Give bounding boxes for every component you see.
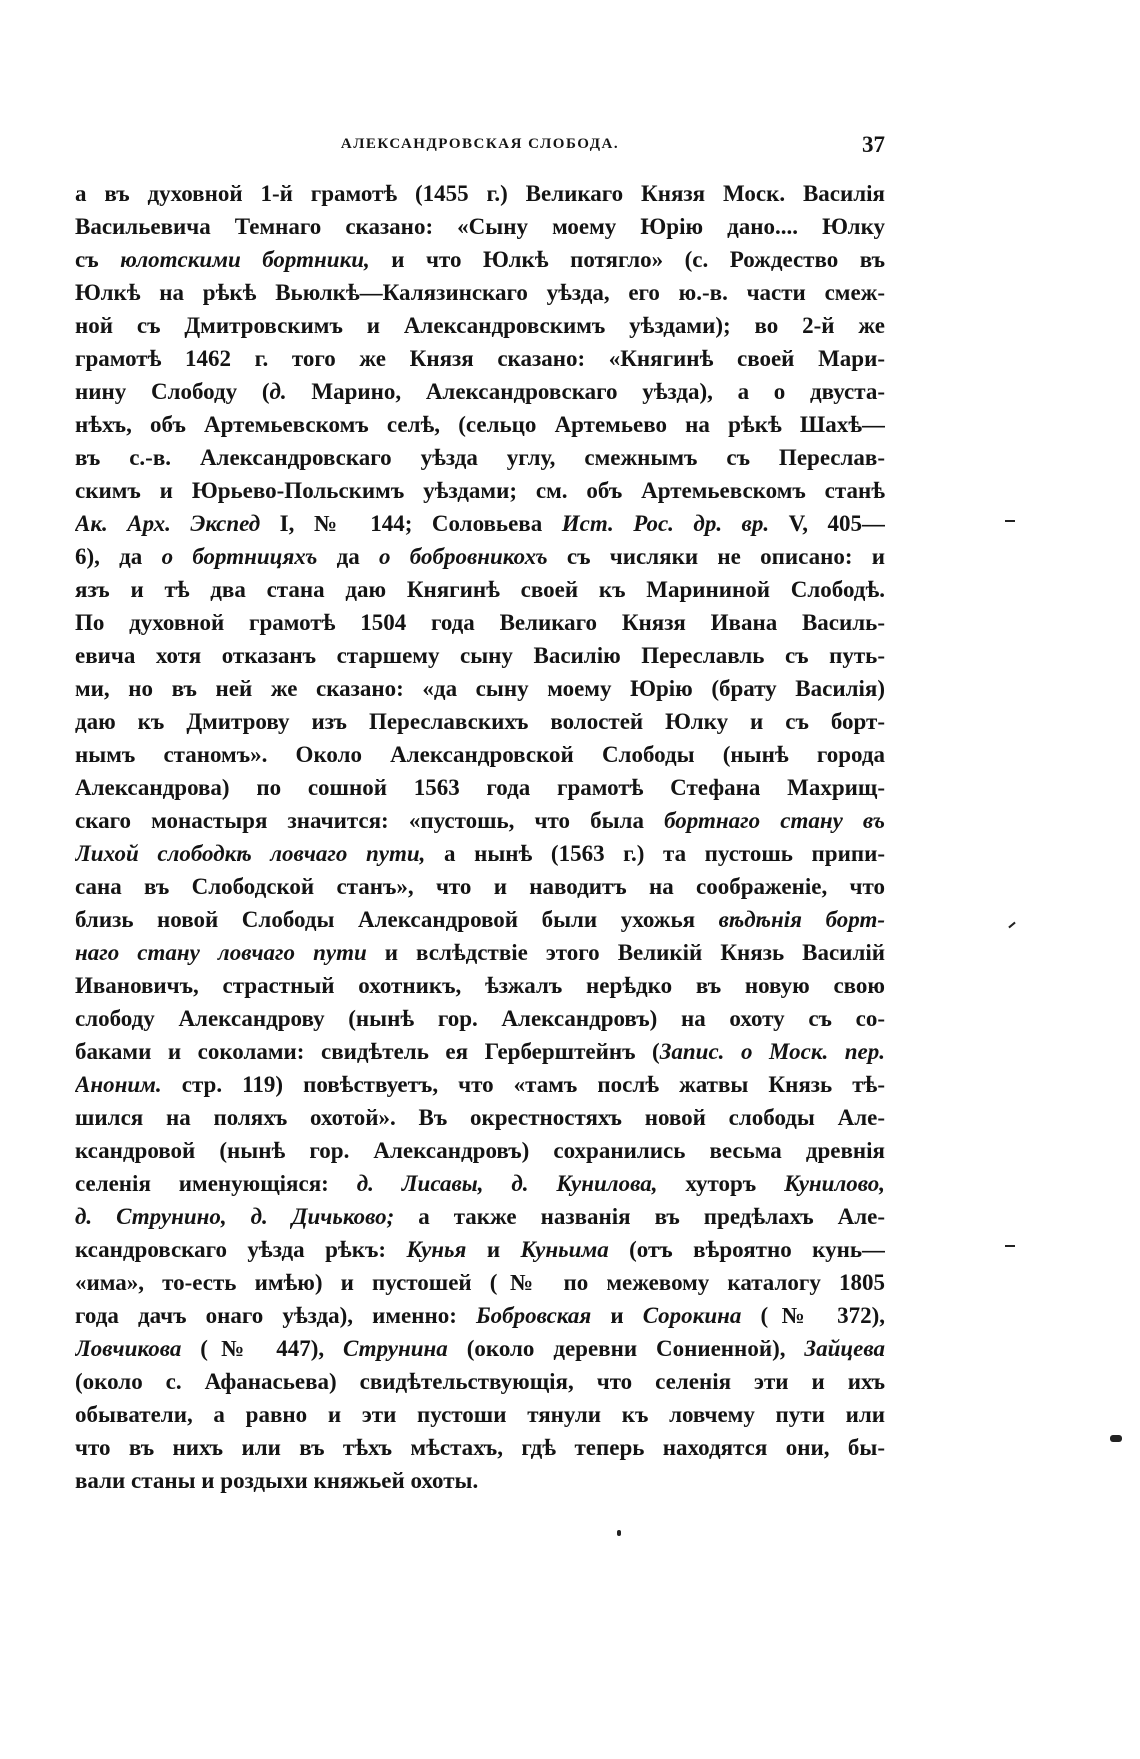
italic-segment: д. Лисавы, д. Кунилова,: [356, 1171, 658, 1196]
text-line: [75, 639, 885, 672]
italic-segment: Струнина: [343, 1336, 448, 1361]
italic-segment: Ловчикова: [75, 1336, 182, 1361]
margin-mark: [1005, 520, 1015, 522]
text-segment: ной съ Дмитровскимъ и Александровскимъ уѣздами); во 2-й же: [75, 313, 885, 338]
text-segment: Юлкѣ на рѣкѣ Вьюлкѣ—Калязинскаго уѣзда, его ю.-в. части смеж-: [75, 280, 885, 305]
text-line: [75, 540, 885, 573]
text-segment: и что Юлкѣ потягло» (с. Рождество въ: [369, 247, 885, 272]
text-line: [75, 1233, 885, 1266]
text-line: [75, 804, 885, 837]
text-line: [75, 672, 885, 705]
italic-segment: Кунья: [406, 1237, 467, 1262]
text-line: [75, 1167, 885, 1200]
text-segment: а въ духовной 1-й грамотѣ (1455 г.) Великаго Князя Моск. Василія: [75, 181, 885, 206]
margin-mark: [1005, 1245, 1015, 1247]
text-line: [75, 474, 885, 507]
italic-segment: Запис. о Моск. пер.: [659, 1039, 885, 1064]
italic-segment: Сорокина: [642, 1303, 742, 1328]
text-segment: I, № 144; Соловьева: [260, 511, 562, 536]
text-segment: грамотѣ 1462 г. того же Князя сказано: «Княгинѣ своей Мари-: [75, 346, 885, 371]
text-line: [75, 1464, 885, 1497]
text-line: [75, 243, 885, 276]
italic-segment: вѣдѣнія борт-: [718, 907, 885, 932]
text-line: [75, 1365, 885, 1398]
italic-segment: Ак. Арх. Экспед: [75, 511, 261, 536]
text-segment: (№ 372),: [741, 1303, 885, 1328]
text-line: [75, 1200, 885, 1233]
text-segment: V, 405—: [769, 511, 885, 536]
text-segment: скаго монастыря значится: «пустошь, что была: [75, 808, 665, 833]
page-number: 37: [862, 132, 885, 157]
italic-segment: Ист. Рос. др. вр.: [561, 511, 770, 536]
text-segment: 6), да: [75, 544, 162, 569]
italic-segment: Куньима: [520, 1237, 609, 1262]
text-line: [75, 507, 885, 540]
text-line: [75, 441, 885, 474]
text-segment: (около деревни Сониенной),: [447, 1336, 805, 1361]
text-line: [75, 606, 885, 639]
body-text: [75, 177, 885, 1497]
text-segment: нину Слободу (: [75, 379, 270, 404]
text-line: [75, 771, 885, 804]
italic-segment: о бортницяхъ: [161, 544, 318, 569]
text-segment: (№ 447),: [181, 1336, 344, 1361]
text-segment: сана въ Слободской станъ», что и наводитъ на соображеніе, что: [75, 874, 885, 899]
text-segment: шился на поляхъ охотой». Въ окрестностяхъ новой слободы Але-: [75, 1105, 885, 1130]
italic-segment: д. Струнино, д. Дичьково;: [75, 1204, 395, 1229]
italic-segment: Зайцева: [804, 1336, 885, 1361]
text-segment: скимъ и Юрьево-Польскимъ уѣздами; см. объ Артемьевскомъ станѣ: [75, 478, 885, 503]
text-segment: и вслѣдствіе этого Великій Князь Василій: [366, 940, 885, 965]
text-segment: Марино, Александровскаго уѣзда), а о двуста-: [286, 379, 885, 404]
text-line: [75, 408, 885, 441]
text-segment: съ: [75, 247, 121, 272]
text-segment: а также названія въ предѣлахъ Але-: [394, 1204, 885, 1229]
text-line: [75, 705, 885, 738]
text-segment: года дачъ онаго уѣзда), именно:: [75, 1303, 477, 1328]
text-segment: (отъ вѣроятно кунь—: [608, 1237, 885, 1262]
ink-spot: [1110, 1435, 1122, 1442]
text-segment: селенія именующіяся:: [75, 1171, 357, 1196]
text-segment: баками и соколами: свидѣтель ея Герберштейнъ (: [75, 1039, 660, 1064]
text-segment: и: [466, 1237, 521, 1262]
text-line: [75, 573, 885, 606]
text-segment: Ивановичъ, страстный охотникъ, ѣзжалъ нерѣдко въ новую свою: [75, 973, 885, 998]
text-line: [75, 1068, 885, 1101]
italic-segment: о бобровникохъ: [379, 544, 548, 569]
text-segment: близь новой Слободы Александровой были ухожья: [75, 907, 719, 932]
text-line: [75, 837, 885, 870]
text-line: [75, 1398, 885, 1431]
text-line: [75, 969, 885, 1002]
text-segment: слободу Александрову (нынѣ гор. Александровъ) на охоту съ со-: [75, 1006, 885, 1031]
text-segment: (около с. Афанасьева) свидѣтельствующія, что селенія эти и ихъ: [75, 1369, 885, 1394]
margin-mark: [1008, 922, 1015, 929]
text-segment: ксандровскаго уѣзда рѣкъ:: [75, 1237, 407, 1262]
text-line: [75, 1431, 885, 1464]
text-segment: ми, но въ ней же сказано: «да сыну моему Юрію (брату Василія): [75, 676, 885, 701]
text-segment: нымъ станомъ». Около Александровской Слободы (нынѣ города: [75, 742, 885, 767]
running-title: АЛЕКСАНДРОВСКАЯ СЛОБОДА.: [340, 136, 620, 152]
running-head: [75, 132, 885, 168]
text-line: [75, 903, 885, 936]
text-segment: нѣхъ, объ Артемьевскомъ селѣ, (сельцо Артемьево на рѣкѣ Шахѣ—: [75, 412, 885, 437]
text-segment: хуторъ: [657, 1171, 785, 1196]
text-segment: Александрова) по сошной 1563 года грамотѣ Стефана Махрищ-: [75, 775, 885, 800]
text-line: [75, 342, 885, 375]
text-line: [75, 936, 885, 969]
italic-segment: бортнаго стану въ: [664, 808, 885, 833]
text-line: [75, 870, 885, 903]
text-segment: что въ нихъ или въ тѣхъ мѣстахъ, гдѣ теперь находятся они, бы-: [75, 1435, 885, 1460]
italic-segment: Кунилово,: [784, 1171, 885, 1196]
italic-segment: наго стану ловчаго пути: [75, 940, 367, 965]
text-segment: стр. 119) повѣствуетъ, что «тамъ послѣ жатвы Князь тѣ-: [161, 1072, 885, 1097]
text-segment: обыватели, а равно и эти пустоши тянули къ ловчему пути или: [75, 1402, 885, 1427]
text-line: [75, 276, 885, 309]
text-line: [75, 1101, 885, 1134]
ink-spot: [617, 1530, 621, 1536]
text-segment: даю къ Дмитрову изъ Переславскихъ волостей Юлку и съ борт-: [75, 709, 885, 734]
italic-segment: Аноним.: [75, 1072, 162, 1097]
text-line: [75, 1266, 885, 1299]
text-line: [75, 1134, 885, 1167]
text-segment: Васильевича Темнаго сказано: «Сыну моему Юрію дано.... Юлку: [75, 214, 885, 239]
text-line: [75, 1299, 885, 1332]
text-segment: въ с.-в. Александровскаго уѣзда углу, смежнымъ съ Переслав-: [75, 445, 885, 470]
italic-segment: д.: [269, 379, 287, 404]
text-segment: а нынѣ (1563 г.) та пустошь припи-: [425, 841, 885, 866]
text-segment: «има», то-есть имѣю) и пустошей (№ по межевому каталогу 1805: [75, 1270, 885, 1295]
text-line: [75, 738, 885, 771]
text-segment: и: [591, 1303, 643, 1328]
text-segment: язъ и тѣ два стана даю Княгинѣ своей къ Марининой Слободѣ.: [75, 577, 885, 602]
text-line: [75, 177, 885, 210]
text-segment: съ числяки не описано: и: [547, 544, 885, 569]
text-line: [75, 1332, 885, 1365]
text-line: [75, 1002, 885, 1035]
italic-segment: юлотскими бортники,: [120, 247, 370, 272]
text-segment: По духовной грамотѣ 1504 года Великаго Князя Ивана Василь-: [75, 610, 885, 635]
text-line: [75, 309, 885, 342]
text-line: [75, 210, 885, 243]
text-line: [75, 1035, 885, 1068]
text-line: [75, 375, 885, 408]
text-segment: евича хотя отказанъ старшему сыну Василію Переславль съ путь-: [75, 643, 885, 668]
text-segment: вали станы и роздыхи княжьей охоты.: [75, 1468, 479, 1493]
text-segment: да: [317, 544, 380, 569]
italic-segment: Бобровская: [476, 1303, 592, 1328]
text-segment: ксандровой (нынѣ гор. Александровъ) сохранились весьма древнія: [75, 1138, 885, 1163]
italic-segment: Лихой слободкѣ ловчаго пути,: [75, 841, 426, 866]
